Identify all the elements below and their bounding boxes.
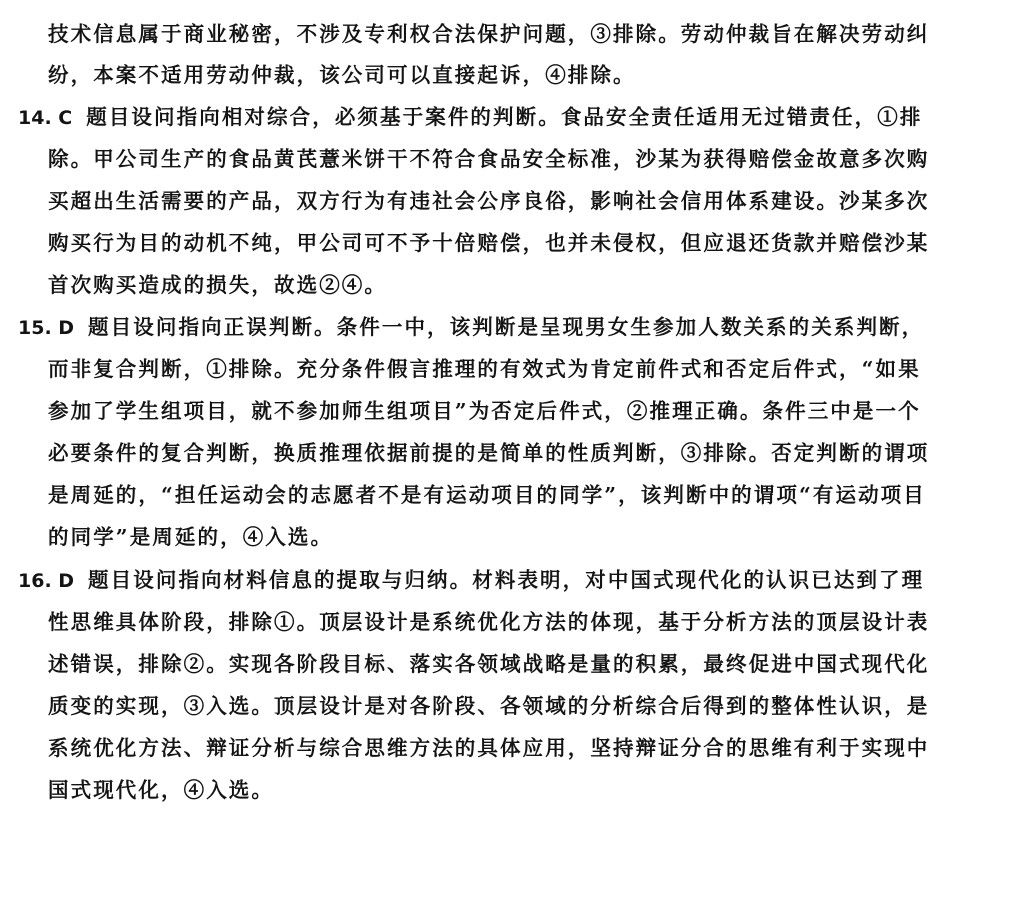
text-line [48,181,992,221]
line-text: 而非复合判断，①排除。充分条件假言推理的有效式为肯定前件式和否定后件式，“如果 [48,357,921,381]
question-number: 15. D [18,317,75,339]
answer-15-first-line [18,307,992,347]
line-text: 的同学”是周延的，④入选。 [48,525,334,549]
line-text: 购买行为目的动机不纯，甲公司可不予十倍赔偿，也并未侵权，但应退还货款并赔偿沙某 [48,231,930,255]
line-text: 必要条件的复合判断，换质推理依据前提的是简单的性质判断，③排除。否定判断的谓项 [48,441,930,465]
answer-16-first-line [18,560,992,600]
line-text: 述错误，排除②。实现各阶段目标、落实各领域战略是量的积累，最终促进中国式现代化 [48,652,930,676]
line-text: 技术信息属于商业秘密，不涉及专利权合法保护问题，③排除。劳动仲裁旨在解决劳动纠 [48,22,930,46]
text-line [48,644,992,684]
line-text: 买超出生活需要的产品，双方行为有违社会公序良俗，影响社会信用体系建设。沙某多次 [48,189,930,213]
line-text: 除。甲公司生产的食品黄芪薏米饼干不符合食品安全标准，沙某为获得赔偿金故意多次购 [48,147,930,171]
text-line [48,433,992,473]
text-line [48,139,992,179]
text-line [48,602,992,642]
line-text: 首次购买造成的损失，故选②④。 [48,273,387,297]
text-line [48,349,992,389]
answer-14-first-line [18,97,992,137]
line-text: 是周延的，“担任运动会的志愿者不是有运动项目的同学”，该判断中的谓项“有运动项目 [48,483,926,507]
line-text: 参加了学生组项目，就不参加师生组项目”为否定后件式，②推理正确。条件三中是一个 [48,399,921,423]
text-line [48,517,992,557]
line-text: 系统优化方法、辩证分析与综合思维方法的具体应用，坚持辩证分合的思维有利于实现中 [48,736,930,760]
line-text: 题目设问指向相对综合，必须基于案件的判断。食品安全责任适用无过错责任，①排 [86,105,923,129]
text-line [48,728,992,768]
line-text: 性思维具体阶段，排除①。顶层设计是系统优化方法的体现，基于分析方法的顶层设计表 [48,610,930,634]
line-text: 质变的实现，③入选。顶层设计是对各阶段、各领域的分析综合后得到的整体性认识，是 [48,694,930,718]
line-text: 题目设问指向正误判断。条件一中，该判断是呈现男女生参加人数关系的关系判断， [88,315,925,339]
text-line [48,14,992,54]
line-text: 题目设问指向材料信息的提取与归纳。材料表明，对中国式现代化的认识已达到了理 [88,568,925,592]
text-line [48,391,992,431]
question-number: 14. C [18,107,73,129]
text-line [48,55,992,95]
line-text: 国式现代化，④入选。 [48,778,274,802]
text-line [48,686,992,726]
text-line [48,265,992,305]
text-line [48,770,992,810]
text-line [48,223,992,263]
question-number: 16. D [18,570,75,592]
line-text: 纷，本案不适用劳动仲裁，该公司可以直接起诉，④排除。 [48,63,636,87]
text-line [48,475,992,515]
